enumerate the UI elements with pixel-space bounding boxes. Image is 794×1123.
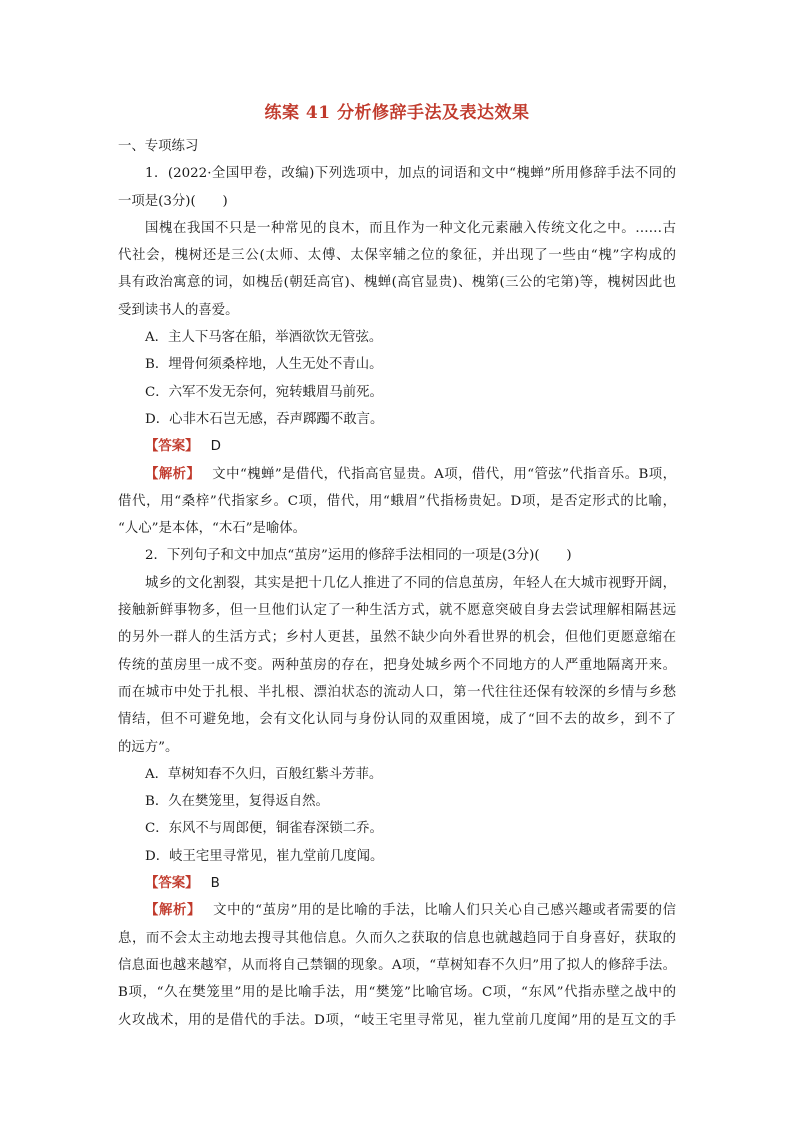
analysis-text: 文中的“茧房”用的是比喻的手法，比喻人们只关心自己感兴趣或者需要的信: [213, 903, 676, 919]
passage-line: 具有政治寓意的词，如槐岳(朝廷高官)、槐蝉(高官显贵)、槐第(三公的宅第)等，槐树因此也: [118, 275, 676, 291]
answer-value: B: [210, 876, 220, 892]
analysis-text: 文中“槐蝉”是借代，代指高官显贵。A项，借代，用“管弦”代指音乐。B项，: [212, 466, 676, 482]
question-stem-line: 一项是(3分)( ): [118, 193, 228, 209]
analysis-label: 【解析】: [145, 902, 202, 919]
answer-label: 【答案】: [145, 875, 199, 892]
passage-line: 的另外一群人的生活方式；乡村人更甚，虽然不缺少向外看世界的机会，但他们更愿意缩在: [118, 630, 676, 646]
passage-line: 的远方”。: [118, 739, 179, 755]
question-stem-line: 1．(2022·全国甲卷，改编)下列选项中，加点的词语和文中“槐蝉”所用修辞手法不同的: [145, 166, 676, 182]
analysis-line: [118, 897, 676, 924]
analysis-line: B项，“久在樊笼里”用的是比喻手法，用“樊笼”比喻官场。C项，“东风”代指赤壁之战中的: [118, 985, 676, 1001]
answer-line: [118, 870, 676, 897]
passage-line: 代社会，槐树还是三公(太师、太傅、太保宰辅之位的象征，并出现了一些由“槐”字构成的: [118, 248, 676, 264]
question-stem-line: 2．下列句子和文中加点“茧房”运用的修辞手法相同的一项是(3分)( ): [145, 548, 572, 564]
analysis-line: 信息面也越来越窄，从而将自己禁锢的现象。A项，“草树知春不久归”用了拟人的修辞手法。: [118, 957, 676, 973]
question-2: [118, 542, 676, 1033]
analysis-line: “人心”是本体，“木石”是喻体。: [118, 521, 307, 537]
analysis-label: 【解析】: [145, 465, 201, 482]
page-title: 练案 41 分析修辞手法及表达效果: [264, 103, 530, 123]
document-body: [118, 133, 676, 1034]
passage-line: 而在城市中处于扎根、半扎根、漂泊状态的流动人口，第一代往往还保有较深的乡情与乡愁: [118, 684, 676, 700]
analysis-line: [118, 461, 676, 488]
option-b: B．久在樊笼里，复得返自然。: [145, 794, 329, 810]
option-a: A．主人下马客在船，举酒欲饮无管弦。: [145, 330, 383, 346]
passage-line: 城乡的文化割裂，其实是把十几亿人推进了不同的信息茧房，年轻人在大城市视野开阔，: [145, 575, 676, 591]
analysis-line: 借代，用“桑梓”代指家乡。C项，借代，用“蛾眉”代指杨贵妃。D项，是否定形式的比喻，: [118, 493, 676, 509]
passage-line: 传统的茧房里一成不变。两种茧房的存在，把身处城乡两个不同地方的人严重地隔离开来。: [118, 657, 676, 673]
section-label: 一、专项练习: [118, 139, 199, 154]
passage-line: 受到读书人的喜爱。: [118, 302, 239, 318]
answer-line: [118, 433, 676, 460]
passage-line: 国槐在我国不只是一种常见的良木，而且作为一种文化元素融入传统文化之中。……古: [145, 220, 676, 236]
passage-line: 接触新鲜事物多，但一旦他们认定了一种生活方式，就不愿意突破自身去尝试理解相隔甚远: [118, 603, 676, 619]
option-c: C．六军不发无奈何，宛转蛾眉马前死。: [145, 384, 383, 400]
question-1: [118, 160, 676, 542]
option-c: C．东风不与周郎便，铜雀春深锁二乔。: [145, 821, 383, 837]
answer-value: D: [210, 439, 221, 455]
passage-line: 情结，但不可避免地，会有文化认同与身份认同的双重困境，成了“回不去的故乡，到不了: [118, 712, 676, 728]
analysis-line: 火攻战术，用的是借代的手法。D项，“岐王宅里寻常见，崔九堂前几度闻”用的是互文的手: [118, 1012, 676, 1028]
analysis-line: 息，而不会太主动地去搜寻其他信息。久而久之获取的信息也就越趋同于自身喜好，获取的: [118, 930, 676, 946]
option-b: B．埋骨何须桑梓地，人生无处不青山。: [145, 357, 383, 373]
answer-label: 【答案】: [145, 438, 199, 455]
option-d: D．心非木石岂无感，吞声踯躅不敢言。: [145, 411, 384, 427]
option-d: D．岐王宅里寻常见，崔九堂前几度闻。: [145, 848, 384, 864]
option-a: A．草树知春不久归，百般红紫斗芳菲。: [145, 766, 383, 782]
